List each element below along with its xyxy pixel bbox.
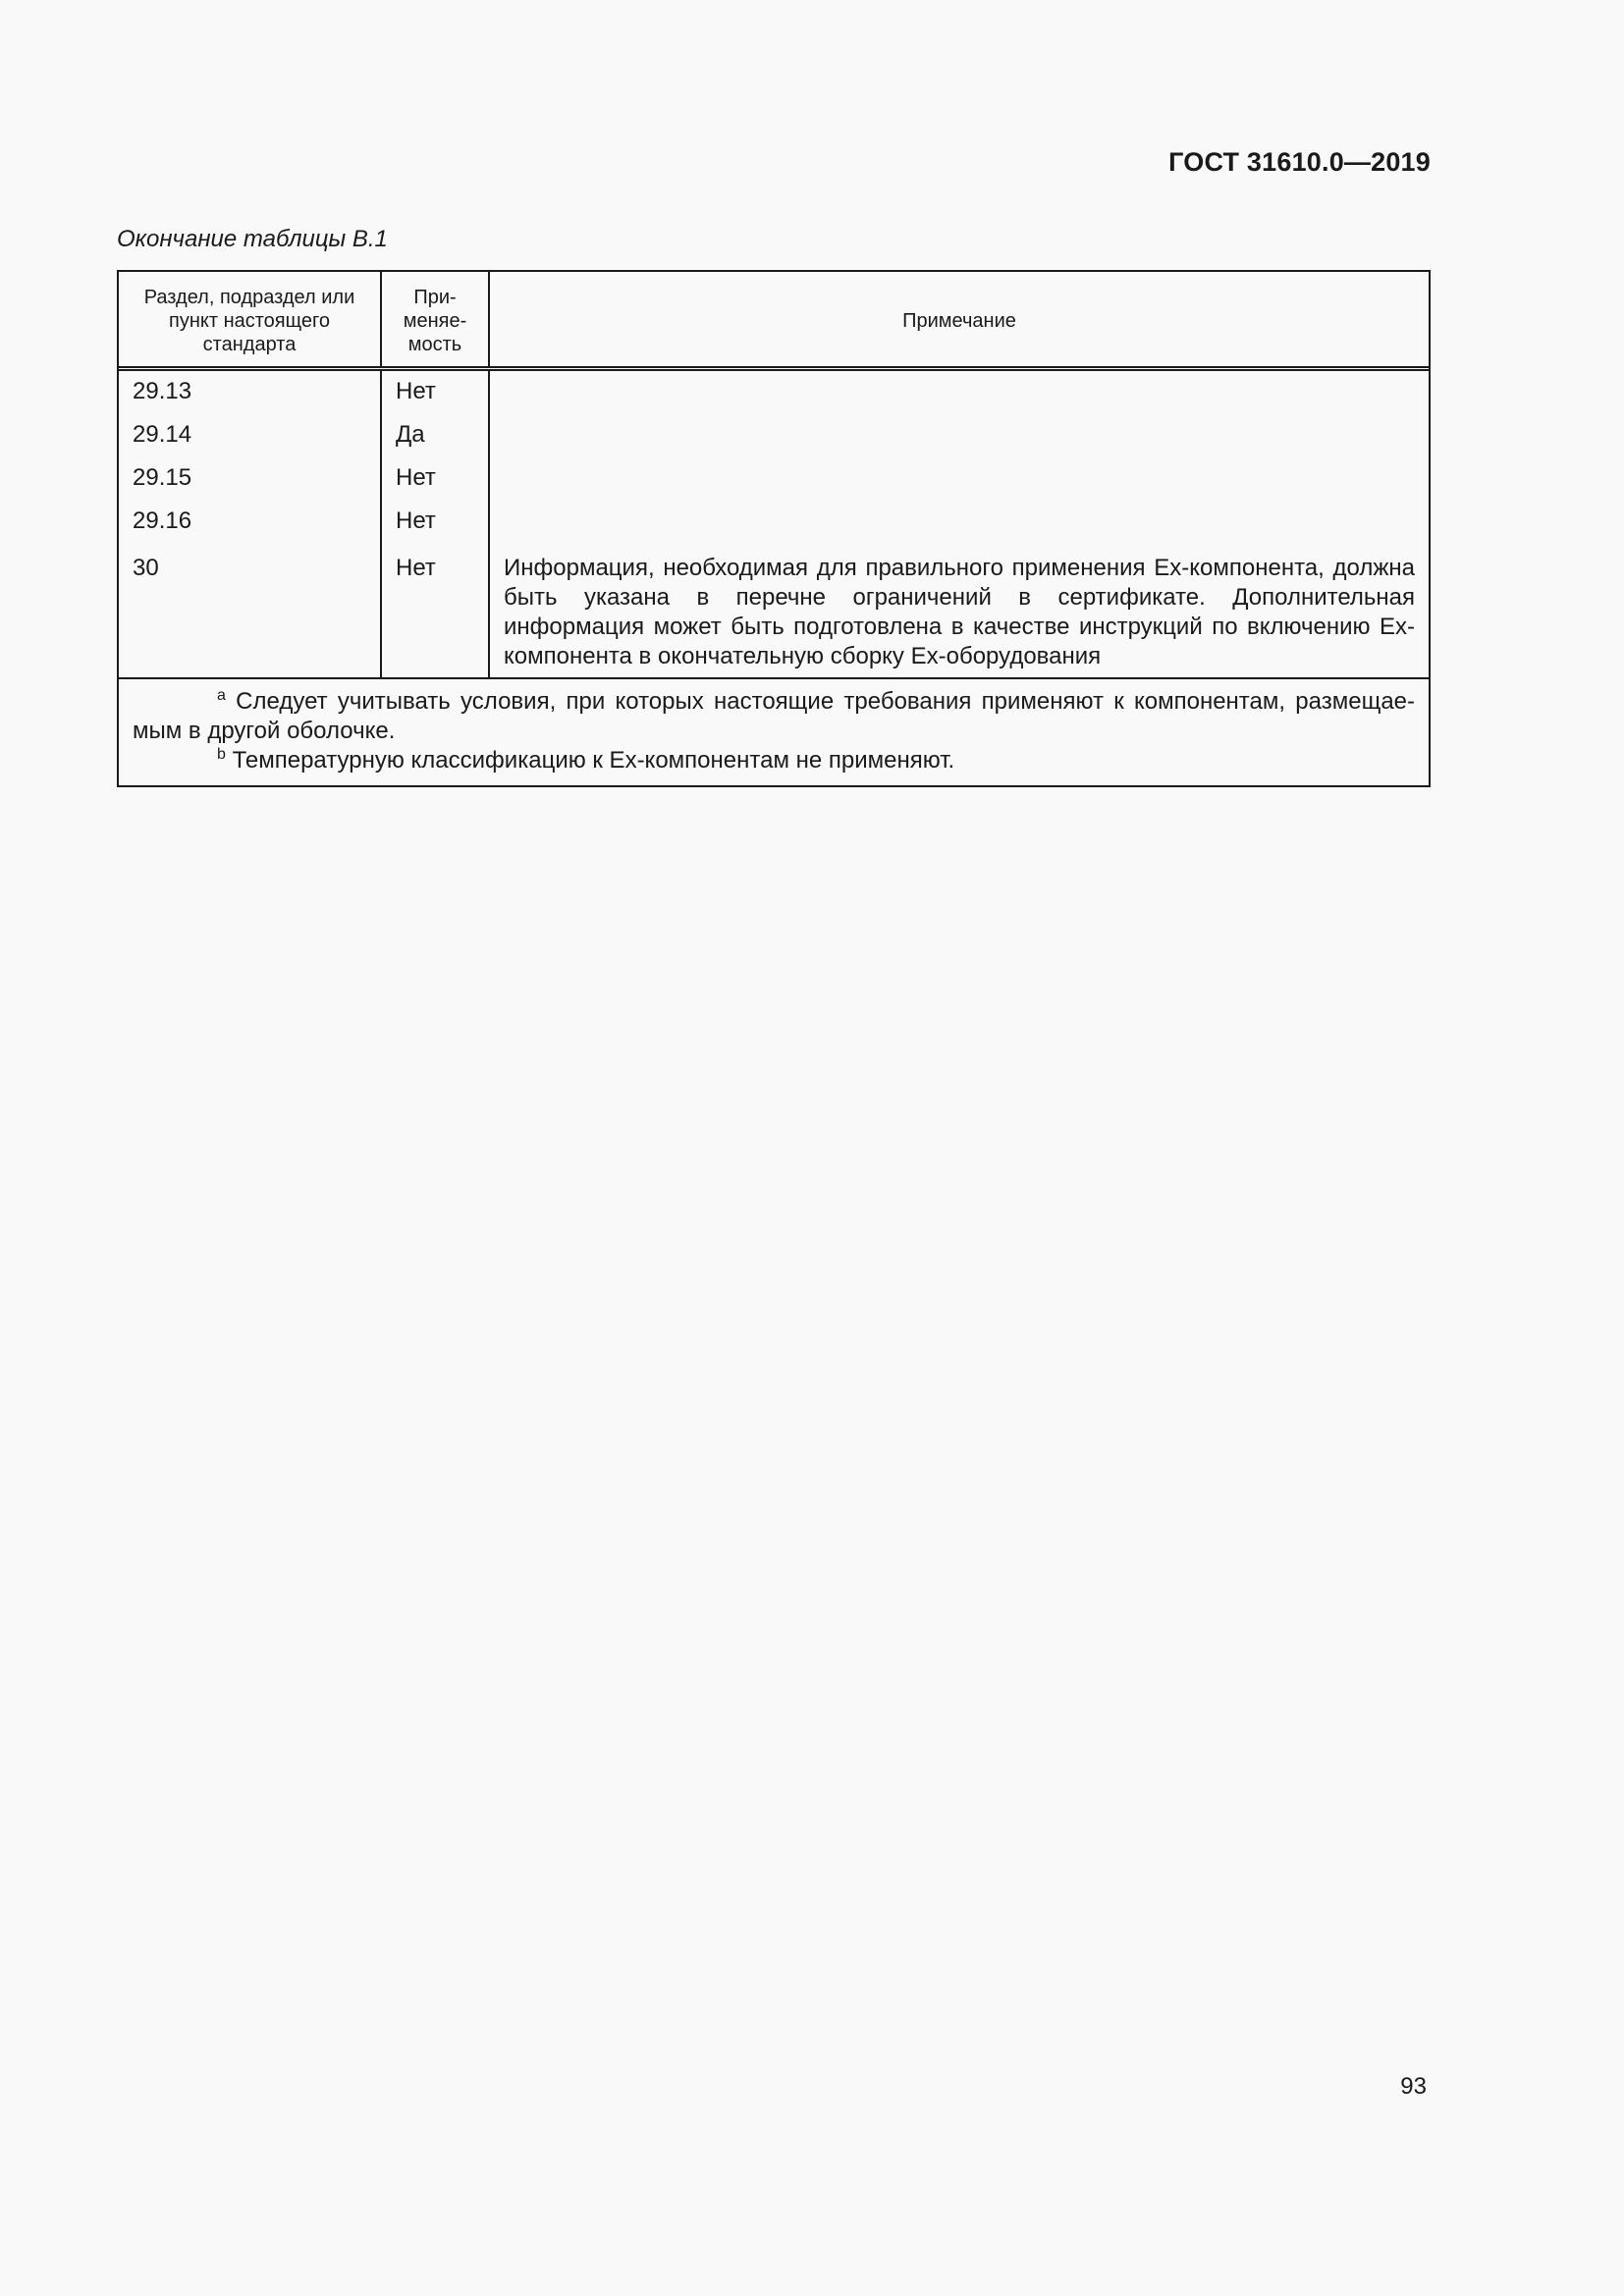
document-code: ГОСТ 31610.0—2019 xyxy=(1168,147,1431,177)
page-number: 93 xyxy=(1400,2073,1427,2100)
cell-note: Информация, необходимая для правильного применения Ex-компонента, должна быть указана в перечне ограничений в сертификате. Дополнительная информация может быть подготовлена в качестве инструкций по включению Ex-компонента в окончательную сборку Ex-оборудования xyxy=(489,536,1429,678)
cell-applicability: Нет xyxy=(381,536,489,678)
table-caption: Окончание таблицы В.1 xyxy=(117,226,388,252)
table-row xyxy=(119,536,1429,678)
footnote-b xyxy=(133,746,1415,775)
table-grid xyxy=(119,272,1429,679)
footnote-mark: b xyxy=(217,746,226,763)
cell-note xyxy=(489,493,1429,536)
column-header-section xyxy=(119,272,381,369)
footnote-text: Следует учитывать условия, при которых настоящие требования применяют к компонентам, размещае-мым в другой оболочке. xyxy=(133,688,1416,744)
column-header-applicability xyxy=(381,272,489,369)
cell-section: 29.13 xyxy=(119,369,381,407)
table-row xyxy=(119,369,1429,407)
cell-section: 30 xyxy=(119,536,381,678)
cell-note xyxy=(489,369,1429,407)
cell-applicability: Нет xyxy=(381,493,489,536)
table-row xyxy=(119,450,1429,493)
column-header-section-label: Раздел, подраздел или пункт настоящего стандарта xyxy=(143,287,355,355)
cell-note xyxy=(489,450,1429,493)
applicability-table xyxy=(117,270,1431,787)
cell-note xyxy=(489,406,1429,450)
footnote-text: Температурную классификацию к Ex-компонентам не применяют. xyxy=(232,747,955,774)
cell-section: 29.16 xyxy=(119,493,381,536)
footnote-a xyxy=(133,687,1415,746)
column-header-note-label: Примечание xyxy=(902,310,1016,332)
cell-applicability: Да xyxy=(381,406,489,450)
column-header-applicability-label: При-меняе-мость xyxy=(403,287,467,355)
cell-section: 29.14 xyxy=(119,406,381,450)
table-row xyxy=(119,406,1429,450)
table-row xyxy=(119,493,1429,536)
cell-applicability: Нет xyxy=(381,369,489,407)
table-header-row xyxy=(119,272,1429,369)
cell-section: 29.15 xyxy=(119,450,381,493)
table-footnotes xyxy=(119,679,1429,785)
cell-applicability: Нет xyxy=(381,450,489,493)
column-header-note xyxy=(489,272,1429,369)
footnote-mark: a xyxy=(217,687,226,704)
